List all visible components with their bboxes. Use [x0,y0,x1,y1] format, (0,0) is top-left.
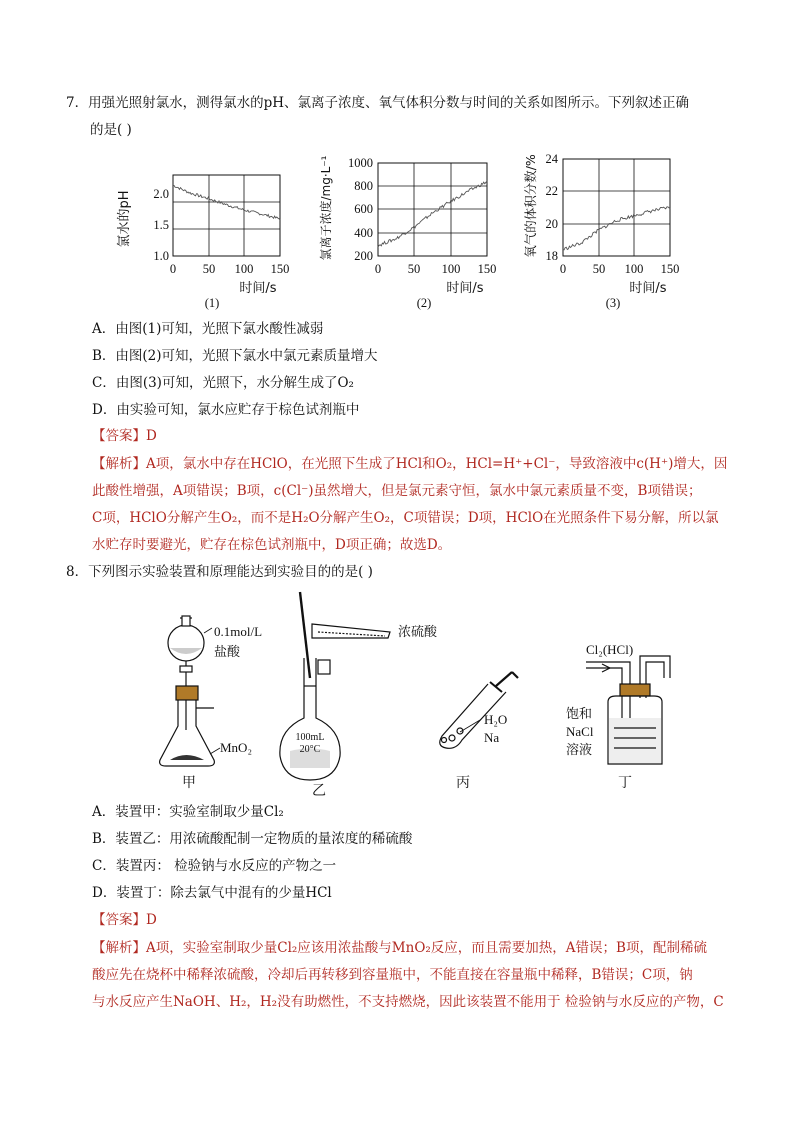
bubble [442,738,447,743]
chart-2-caption: (2) [416,296,432,310]
bing-water-label: H₂O [484,712,508,727]
bing-name: 丙 [456,775,470,791]
nacl-solution [609,718,661,763]
q7-option-a: A．由图(1)可知，光照下氯水酸性减弱 [92,321,324,337]
q8-option-b: B．装置乙：用浓硫酸配制一定物质的量浓度的稀硫酸 [92,831,413,847]
chart-1-xtick: 0 [169,262,177,276]
q8-option-d: D．装置丁：除去氯气中混有的少量HCl [92,885,332,901]
q7-analysis-line: 此酸性增强，A项错误；B项，c(Cl⁻)虽然增大，但是氯元素守恒，氯水中氯元素质量不变，B项错误； [92,483,702,499]
funnel-liquid [170,648,202,654]
q7-option-d: D．由实验可知，氯水应贮存于棕色试剂瓶中 [92,402,360,418]
jia-acid-label: 盐酸 [214,645,241,660]
chart-1 [116,175,289,310]
chart-2-xtick: 150 [477,262,497,276]
stopper [318,660,330,674]
chart-2-frame [378,163,487,256]
q7-answer: 【答案】D [92,428,157,444]
label-pointer [204,628,212,633]
chart-1-ytick: 1.5 [153,218,169,232]
chart-3-xtick: 150 [660,262,680,276]
chart-3 [523,152,679,310]
chart-1-ytick: 1.0 [153,249,169,263]
chart-1-xlabel: 时间/s [239,281,277,296]
chart-1-xtick: 50 [202,262,216,276]
label-pointer [460,720,480,732]
chart-2-ytick: 800 [354,179,373,193]
chart-3-ytick: 24 [545,152,558,166]
separatory-funnel-bulb [168,625,204,661]
chart-3-ytick: 20 [545,217,558,231]
chart-1-xtick: 150 [270,262,290,276]
jia-mno2-label: MnO₂ [220,740,252,755]
q7-charts-figure [110,146,700,314]
chart-1-caption: (1) [204,296,220,310]
apparatus-bing [440,672,518,748]
q7-analysis-line: C项，HClO分解产生O₂，而不是H₂O分解产生O₂，C项错误；D项，HClO在光照条件下易分解，所以氯 [92,510,719,526]
bing-sodium-label: Na [484,730,500,745]
q8-option-c: C．装置丙： 检验钠与水反应的产物之一 [92,858,337,874]
chart-2-xtick: 100 [441,262,461,276]
chart-1-series-line [173,185,280,220]
chart-3-xtick: 100 [624,262,644,276]
bottle-stopper [620,684,650,696]
chart-3-xlabel: 时间/s [629,281,667,296]
funnel-stopper-top [182,616,190,626]
chart-3-series-line [563,207,670,250]
chart-3-frame [563,159,670,256]
chart-2-xtick: 50 [407,262,421,276]
q7-stem-line1: 7．用强光照射氯水，测得氯水的pH、氯离子浓度、氧气体积分数与时间的关系如图所示。下列叙述正确 [66,95,690,111]
q7-stem-line2: 的是( ) [90,122,132,138]
jia-name: 甲 [182,775,196,791]
q8-analysis-line: 【解析】A项，实验室制取少量Cl₂应该用浓盐酸与MnO₂反应，而且需要加热，A错误；B项，配制稀硫 [92,940,707,956]
yi-flask-volume: 100mL [295,732,325,743]
chart-1-ytick: 2.0 [153,187,169,201]
q7-option-b: B．由图(2)可知，光照下氯水中氯元素质量增大 [92,348,378,364]
chart-3-ylabel: 氧气的体积分数/% [523,154,538,258]
chart-1-ylabel: 氯水的pH [117,190,132,248]
apparatus-ding [586,656,670,764]
q7-option-c: C．由图(3)可知，光照下，水分解生成了O₂ [92,375,354,391]
yi-flask-temp: 20°C [299,744,321,755]
ding-name: 丁 [618,775,632,791]
rubber-stopper [176,686,198,700]
apparatus-yi [280,592,390,780]
ding-label-solution: 溶液 [566,743,593,758]
chart-2-ytick: 200 [354,249,373,263]
chart-1-xtick: 100 [234,262,254,276]
chart-3-ytick: 22 [545,184,558,198]
q8-analysis-line: 与水反应产生NaOH、H₂，H₂没有助燃性，不支持燃烧，因此该装置不能用于 检验钠与水反应的产物，C [92,994,724,1010]
q8-answer: 【答案】D [92,912,157,928]
chart-1-frame [173,175,280,256]
label-pointer [210,748,220,754]
chart-2-xlabel: 时间/s [446,281,484,296]
q7-analysis-line: 水贮存时要避光，贮存在棕色试剂瓶中，D项正确；故选D。 [92,537,452,553]
ding-label-saturated: 饱和 [566,707,593,722]
ding-gas-label: Cl₂(HCl) [586,642,634,657]
chart-2-ytick: 600 [354,202,373,216]
funnel-stopcock [180,666,192,672]
sodium-piece [449,735,455,741]
chart-2-series-line [378,181,487,247]
q8-analysis-line: 酸应先在烧杯中稀释浓硫酸，冷却后再转移到容量瓶中，不能直接在容量瓶中稀释，B错误；C项，钠 [92,967,693,983]
pouring-liquid [318,632,385,636]
glass-rod [300,592,310,678]
chart-3-caption: (3) [605,296,621,310]
chart-2-ytick: 400 [354,226,373,240]
yi-acid-label: 浓硫酸 [398,625,438,640]
q8-option-a: A．装置甲：实验室制取少量Cl₂ [92,804,284,820]
mno2-solid [170,755,204,760]
q8-stem: 8．下列图示实验装置和原理能达到实验目的的是( ) [66,564,373,580]
yi-name: 乙 [312,783,326,798]
chart-3-xtick: 0 [559,262,567,276]
burning-splint [496,672,518,686]
ding-label-nacl: NaCl [566,724,594,739]
chart-2-ytick: 1000 [348,156,373,170]
q7-analysis-line: 【解析】A项，氯水中存在HClO，在光照下生成了HCl和O₂，HCl=H⁺+Cl⁻，导致溶液中c(H⁺)增大，因 [92,456,728,472]
chart-2-ylabel: 氯离子浓度/mg·L⁻¹ [319,155,333,261]
chart-3-ytick: 18 [545,249,558,263]
apparatus-jia [160,616,220,766]
chart-3-xtick: 50 [592,262,606,276]
chart-2-xtick: 0 [374,262,382,276]
q8-apparatus-figure [140,588,740,798]
jia-acid-concentration: 0.1mol/L [214,624,263,639]
